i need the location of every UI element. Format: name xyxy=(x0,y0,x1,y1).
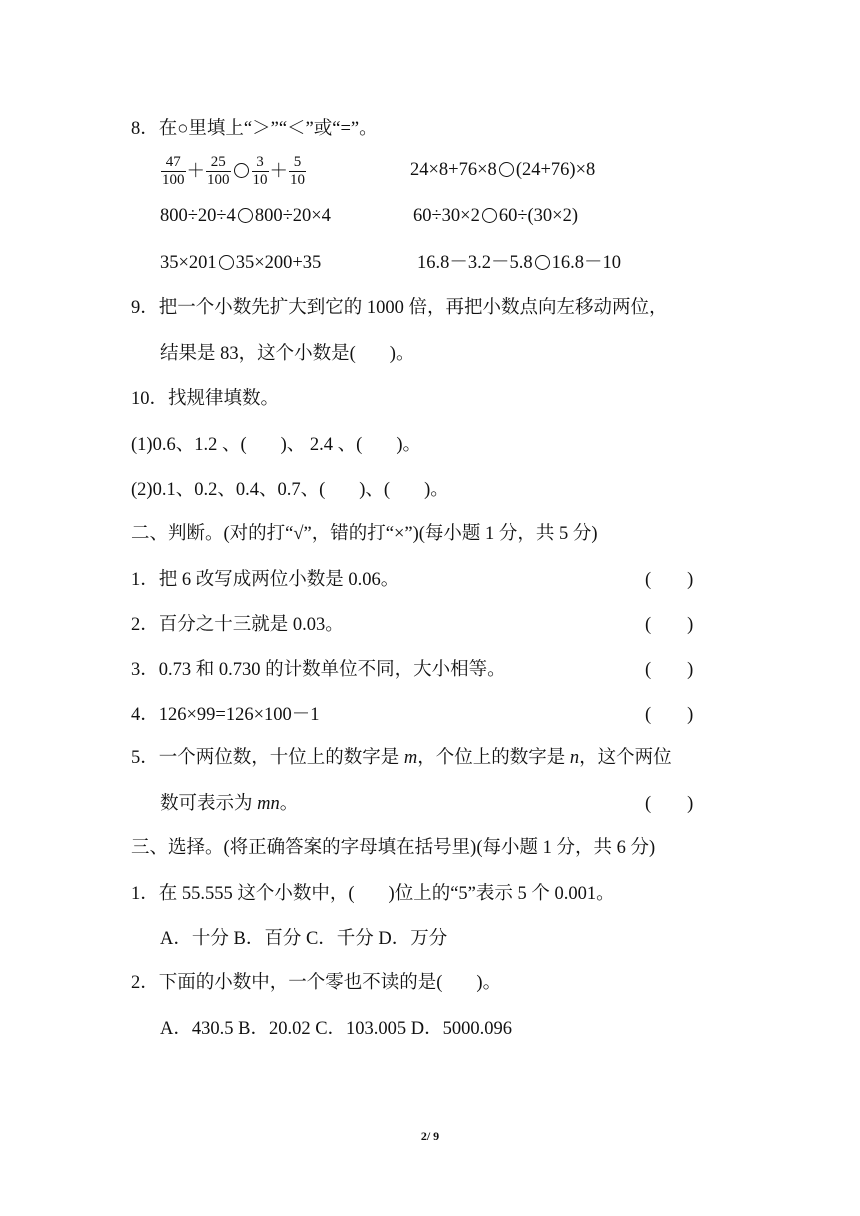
q10-part2: (2)0.1、0.2、0.4、0.7、( )、( )。 xyxy=(131,480,449,500)
choice-q1: 1．在 55.555 这个小数中，( )位上的“5”表示 5 个 0.001。 xyxy=(131,884,615,904)
q10-part1: (1)0.6、1.2 、( )、 2.4 、( )。 xyxy=(131,435,421,455)
judge-answer-paren-1[interactable]: ( ) xyxy=(645,570,694,590)
compare-circle-icon xyxy=(482,208,497,223)
compare-circle-icon xyxy=(234,163,249,178)
fraction-25-100: $\frac{25}{100}$ xyxy=(207,154,230,189)
judge-item-1: 1．把 6 改写成两位小数是 0.06。 xyxy=(131,570,400,590)
judge-answer-paren-3[interactable]: ( ) xyxy=(645,660,694,680)
compare-circle-icon xyxy=(499,162,514,177)
q8-fraction-expression xyxy=(160,152,307,190)
compare-circle-icon xyxy=(219,255,234,270)
judge-item-5-line1: 5．一个两位数，十位上的数字是 m，个位上的数字是 n，这个两位 xyxy=(131,748,672,768)
judge-answer-paren-2[interactable]: ( ) xyxy=(645,615,694,635)
q8-expr-d: 60÷30×2 60÷(30×2) xyxy=(413,206,579,226)
judge-item-2: 2．百分之十三就是 0.03。 xyxy=(131,615,344,635)
judge-answer-paren-4[interactable]: ( ) xyxy=(645,705,694,725)
plus-sign: ＋ xyxy=(186,161,206,182)
choice-q2-options: A．430.5 B．20.02 C．103.005 D．5000.096 xyxy=(160,1019,513,1039)
q9-line2: 结果是 83，这个小数是( )。 xyxy=(160,344,415,364)
section3-title: 三、选择。(将正确答案的字母填在括号里)(每小题 1 分，共 6 分) xyxy=(131,838,656,858)
q10-title: 10．找规律填数。 xyxy=(131,389,280,409)
judge-item-4: 4．126×99=126×100－1 xyxy=(131,705,320,725)
q8-expr-b: 24×8+76×8 (24+76)×8 xyxy=(410,160,596,180)
compare-circle-icon xyxy=(238,208,253,223)
section2-title: 二、判断。(对的打“√”，错的打“×”)(每小题 1 分，共 5 分) xyxy=(131,524,598,544)
fraction-3-10: $\frac{3}{10}$ xyxy=(252,154,268,189)
q8-expr-e: 35×201 35×200+35 xyxy=(160,253,322,273)
choice-q1-options: A．十分 B．百分 C．千分 D．万分 xyxy=(160,929,448,949)
q8-expr-c: 800÷20÷4 800÷20×4 xyxy=(160,206,331,226)
page-number: 2/ 9 xyxy=(420,1129,440,1143)
plus-sign: ＋ xyxy=(269,161,289,182)
fraction-5-10: $\frac{5}{10}$ xyxy=(290,154,306,189)
choice-q2: 2．下面的小数中，一个零也不读的是( )。 xyxy=(131,973,502,993)
q9-line1: 9．把一个小数先扩大到它的 1000 倍，再把小数点向左移动两位， xyxy=(131,298,668,318)
fraction-47-100: $\frac{47}{100}$ xyxy=(162,154,185,189)
judge-item-3: 3．0.73 和 0.730 的计数单位不同，大小相等。 xyxy=(131,660,506,680)
compare-circle-icon xyxy=(535,255,550,270)
q8-title: 8．在○里填上“＞”“＜”或“=”。 xyxy=(131,119,378,139)
judge-answer-paren-5[interactable]: ( ) xyxy=(645,794,694,814)
judge-item-5-line2: 数可表示为 mn。 xyxy=(160,794,299,814)
q8-expr-f: 16.8－3.2－5.8 16.8－10 xyxy=(417,253,622,273)
